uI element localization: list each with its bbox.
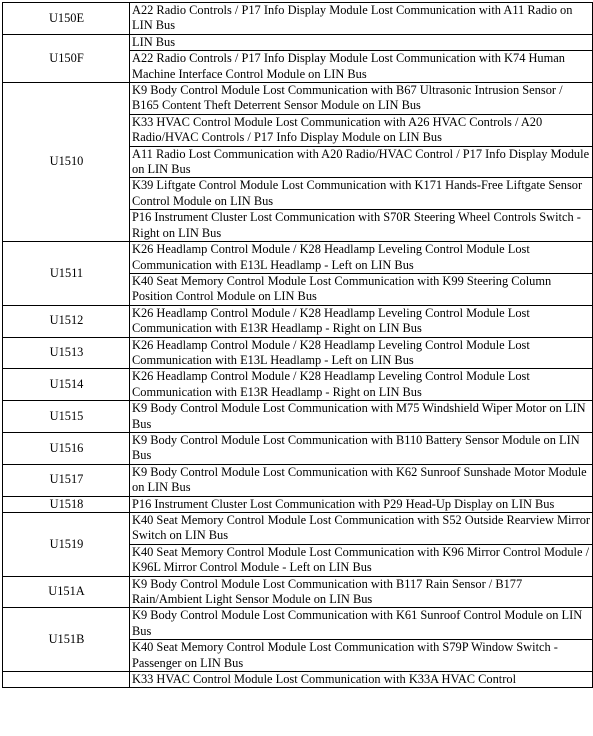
table-row xyxy=(3,337,593,369)
dtc-description-cell: K26 Headlamp Control Module / K28 Headlamp Leveling Control Module Lost Communication with E13L Headlamp - Left on LIN Bus xyxy=(130,337,593,369)
table-row xyxy=(3,576,593,608)
dtc-description-cell: A22 Radio Controls / P17 Info Display Module Lost Communication with K74 Human Machine Interface Control Module on LIN Bus xyxy=(130,51,593,83)
dtc-description-cell: K9 Body Control Module Lost Communication with K62 Sunroof Sunshade Motor Module on LIN Bus xyxy=(130,464,593,496)
dtc-code-cell: U1519 xyxy=(3,513,130,577)
dtc-code-cell: U1515 xyxy=(3,401,130,433)
dtc-description-cell: A22 Radio Controls / P17 Info Display Module Lost Communication with A11 Radio on LIN Bus xyxy=(130,3,593,35)
dtc-code-cell: U1512 xyxy=(3,305,130,337)
dtc-code-cell: U150F xyxy=(3,34,130,82)
dtc-description-cell: K9 Body Control Module Lost Communication with M75 Windshield Wiper Motor on LIN Bus xyxy=(130,401,593,433)
table-row xyxy=(3,608,593,640)
dtc-description-cell: K9 Body Control Module Lost Communication with K61 Sunroof Control Module on LIN Bus xyxy=(130,608,593,640)
table-row xyxy=(3,305,593,337)
dtc-code-cell: U1514 xyxy=(3,369,130,401)
table-row xyxy=(3,34,593,50)
table-row xyxy=(3,513,593,545)
dtc-description-cell: K40 Seat Memory Control Module Lost Communication with K96 Mirror Control Module / K96L Mirror Control Module - Left on LIN Bus xyxy=(130,544,593,576)
dtc-code-cell: U151B xyxy=(3,608,130,672)
dtc-description-cell: K26 Headlamp Control Module / K28 Headlamp Leveling Control Module Lost Communication with E13R Headlamp - Right on LIN Bus xyxy=(130,305,593,337)
dtc-code-cell: U1518 xyxy=(3,496,130,512)
dtc-code-cell: U1516 xyxy=(3,432,130,464)
dtc-code-cell: U1513 xyxy=(3,337,130,369)
dtc-description-cell: K33 HVAC Control Module Lost Communication with K33A HVAC Control xyxy=(130,672,593,688)
dtc-description-cell: K9 Body Control Module Lost Communication with B117 Rain Sensor / B177 Rain/Ambient Light Sensor Module on LIN Bus xyxy=(130,576,593,608)
dtc-description-cell: K9 Body Control Module Lost Communication with B67 Ultrasonic Intrusion Sensor / B165 Content Theft Deterrent Sensor Module on LIN Bus xyxy=(130,83,593,115)
dtc-description-cell: K39 Liftgate Control Module Lost Communication with K171 Hands-Free Liftgate Sensor Control Module on LIN Bus xyxy=(130,178,593,210)
dtc-table-body xyxy=(3,3,593,688)
table-row xyxy=(3,432,593,464)
table-row xyxy=(3,496,593,512)
dtc-description-cell: K40 Seat Memory Control Module Lost Communication with S52 Outside Rearview Mirror Switch on LIN Bus xyxy=(130,513,593,545)
dtc-code-cell: U1517 xyxy=(3,464,130,496)
table-row xyxy=(3,672,593,688)
table-row xyxy=(3,3,593,35)
dtc-description-cell: P16 Instrument Cluster Lost Communication with S70R Steering Wheel Controls Switch - Right on LIN Bus xyxy=(130,210,593,242)
dtc-description-cell: P16 Instrument Cluster Lost Communication with P29 Head-Up Display on LIN Bus xyxy=(130,496,593,512)
dtc-description-cell: K26 Headlamp Control Module / K28 Headlamp Leveling Control Module Lost Communication with E13L Headlamp - Left on LIN Bus xyxy=(130,242,593,274)
dtc-description-cell: K40 Seat Memory Control Module Lost Communication with S79P Window Switch - Passenger on LIN Bus xyxy=(130,640,593,672)
table-row xyxy=(3,242,593,274)
dtc-description-cell: LIN Bus xyxy=(130,34,593,50)
table-row xyxy=(3,369,593,401)
table-row xyxy=(3,401,593,433)
dtc-code-cell: U1510 xyxy=(3,83,130,242)
dtc-code-cell: U1511 xyxy=(3,242,130,306)
dtc-description-cell: A11 Radio Lost Communication with A20 Radio/HVAC Control / P17 Info Display Module on LIN Bus xyxy=(130,146,593,178)
dtc-description-cell: K26 Headlamp Control Module / K28 Headlamp Leveling Control Module Lost Communication with E13R Headlamp - Right on LIN Bus xyxy=(130,369,593,401)
dtc-description-cell: K33 HVAC Control Module Lost Communication with A26 HVAC Controls / A20 Radio/HVAC Controls / P17 Info Display Module on LIN Bus xyxy=(130,114,593,146)
dtc-description-cell: K40 Seat Memory Control Module Lost Communication with K99 Steering Column Position Control Module on LIN Bus xyxy=(130,273,593,305)
table-row xyxy=(3,83,593,115)
dtc-table xyxy=(2,2,593,688)
dtc-description-cell: K9 Body Control Module Lost Communication with B110 Battery Sensor Module on LIN Bus xyxy=(130,432,593,464)
dtc-code-cell xyxy=(3,672,130,688)
dtc-code-cell: U150E xyxy=(3,3,130,35)
table-row xyxy=(3,464,593,496)
dtc-code-cell: U151A xyxy=(3,576,130,608)
